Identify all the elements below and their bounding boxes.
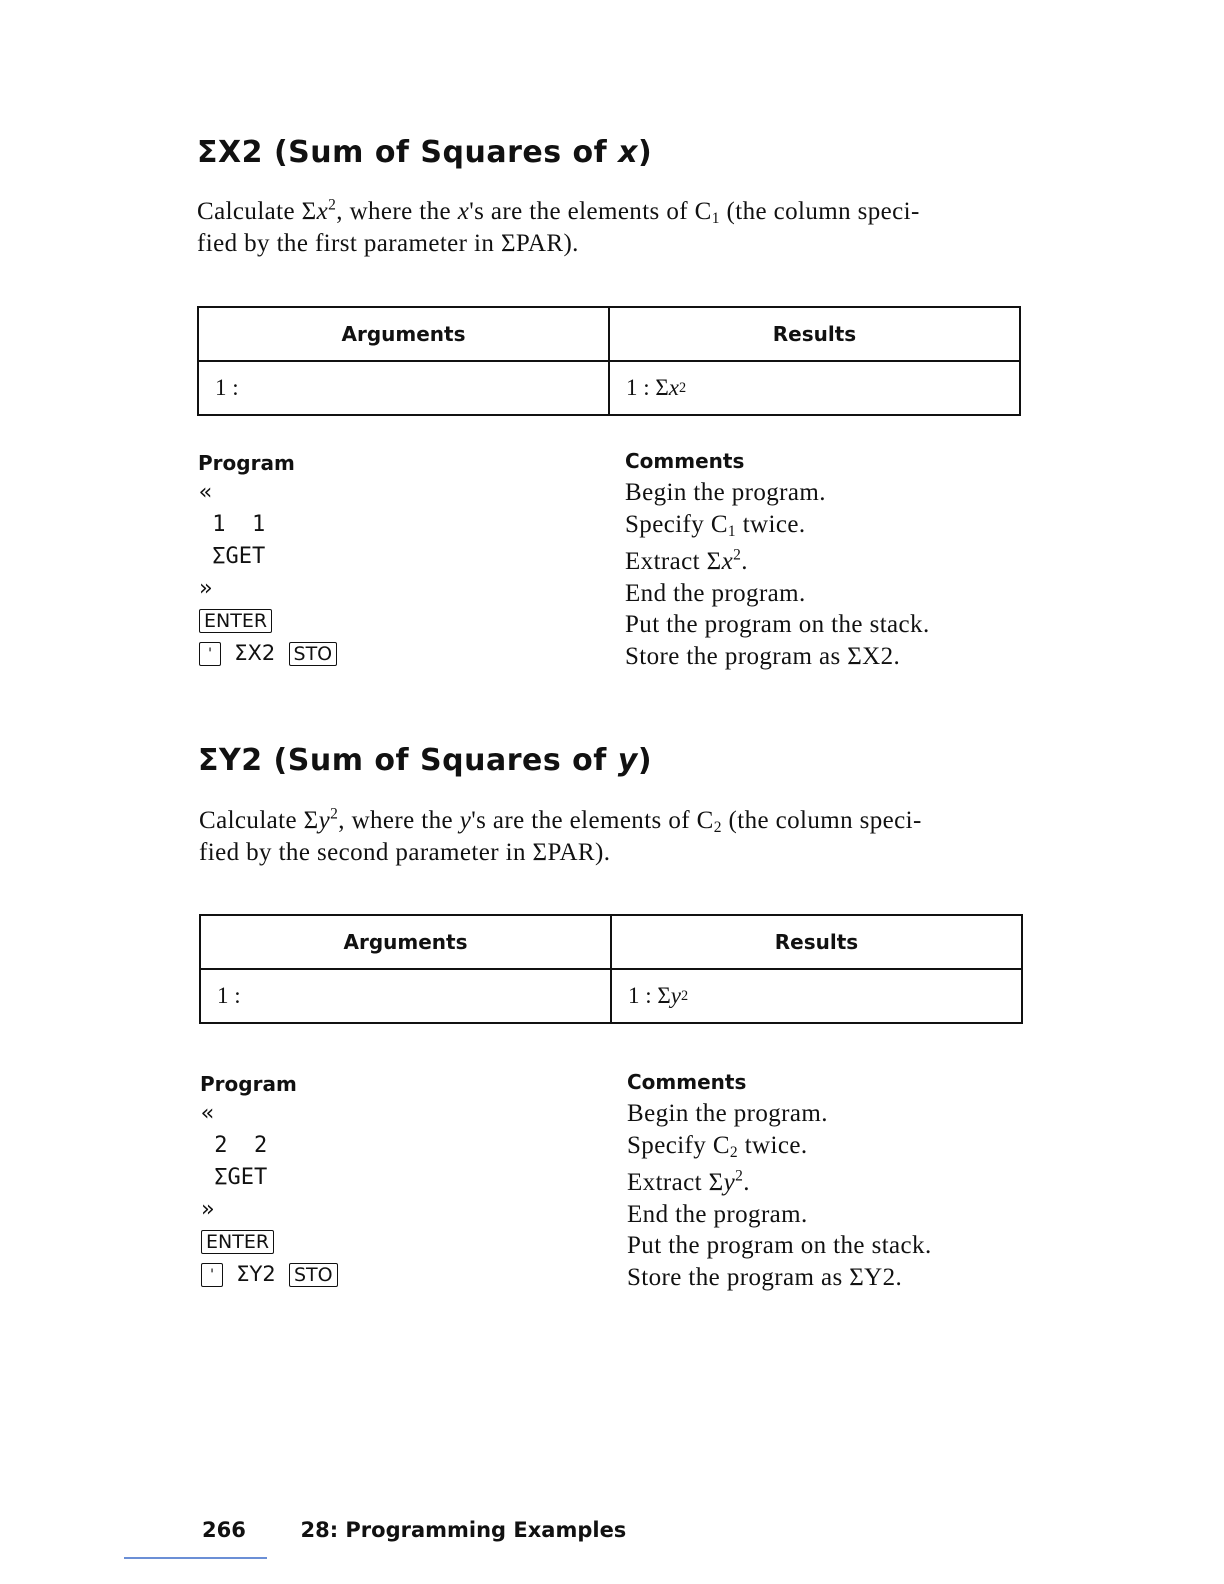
footer-rule — [124, 1557, 267, 1559]
section-heading-sum-y2: ΣY2 (Sum of Squares of y) — [198, 743, 653, 778]
program-listing — [199, 477, 337, 669]
arguments-header: Arguments — [341, 322, 466, 346]
program-close: » — [201, 1197, 215, 1222]
program-line: ΣGET — [199, 544, 266, 569]
program-open: « — [199, 480, 213, 505]
program-header: Program — [198, 451, 295, 475]
sto-key: STO — [289, 1263, 338, 1287]
comment-line: Specify $C_2$ twice. — [627, 1131, 808, 1161]
comment-line: Put the program on the stack. — [627, 1232, 932, 1259]
arguments-header: Arguments — [343, 930, 468, 954]
program-close: » — [199, 576, 213, 601]
comment-line: Put the program on the stack. — [625, 611, 930, 638]
program-listing — [201, 1098, 338, 1290]
arguments-results-table — [199, 914, 1023, 1024]
comments-listing — [627, 1098, 932, 1293]
comment-line: Extract $\Sigma x^2$. — [625, 546, 748, 575]
comment-line: End the program. — [627, 1200, 808, 1228]
comment-line: Specify $C_1$ twice. — [625, 510, 806, 540]
tick-key: ' — [201, 1263, 223, 1287]
sto-key: STO — [289, 642, 338, 666]
program-line: 1 1 — [199, 512, 266, 537]
comments-listing — [625, 477, 930, 672]
page-number: 266 — [202, 1518, 246, 1542]
comment-line: Extract $\Sigma y^2$. — [627, 1167, 750, 1196]
program-line: 2 2 — [201, 1133, 268, 1158]
results-header: Results — [608, 308, 1019, 360]
arguments-results-table — [197, 306, 1021, 416]
result-cell: 1 : Σ y 2 — [610, 970, 1021, 1022]
result-cell: 1 : Σ x 2 — [608, 362, 1019, 414]
comment-line: Begin the program. — [625, 479, 826, 506]
enter-key: ENTER — [201, 1230, 274, 1254]
intro-paragraph: Calculate $\Sigma y^2$, where the y's are the elements of $C_2$ (the column speci- fied by the second parameter in ΣPAR). — [199, 805, 922, 866]
comment-line: Begin the program. — [627, 1100, 828, 1127]
program-header: Program — [200, 1072, 297, 1096]
comments-header: Comments — [627, 1070, 747, 1094]
results-header: Results — [610, 916, 1021, 968]
argument-cell: 1 : — [217, 983, 241, 1008]
comment-line: Store the program as ΣX2. — [625, 642, 901, 670]
store-name: ΣY2 — [236, 1262, 276, 1286]
program-open: « — [201, 1101, 215, 1126]
intro-paragraph: Calculate $\Sigma x^2$, where the x's are the elements of $C_1$ (the column speci- fied by the first parameter in ΣPAR). — [197, 196, 920, 257]
comments-header: Comments — [625, 449, 745, 473]
page-footer — [202, 1518, 626, 1542]
tick-key: ' — [199, 642, 221, 666]
section-heading-sum-x2: ΣX2 (Sum of Squares of x) — [197, 135, 653, 170]
enter-key: ENTER — [199, 609, 272, 633]
chapter-title: 28: Programming Examples — [300, 1518, 627, 1542]
store-name: ΣX2 — [234, 641, 276, 665]
comment-line: End the program. — [625, 579, 806, 607]
comment-line: Store the program as ΣY2. — [627, 1263, 903, 1291]
argument-cell: 1 : — [215, 375, 239, 400]
program-line: ΣGET — [201, 1165, 268, 1190]
